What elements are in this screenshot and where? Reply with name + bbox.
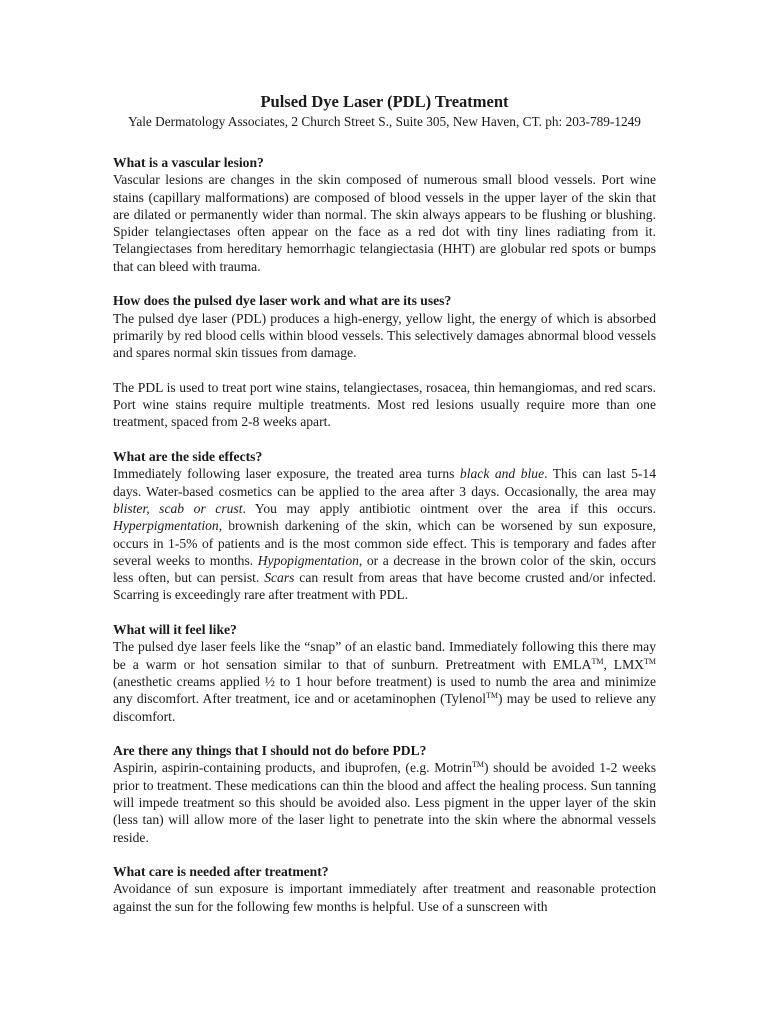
italic-term: Hyperpigmentation xyxy=(113,518,219,534)
section-heading: What care is needed after treatment? xyxy=(113,864,329,880)
section-heading: What will it feel like? xyxy=(113,622,237,638)
text-run: Aspirin, aspirin-containing products, and ibuprofen, (e.g. Motrin xyxy=(113,760,472,776)
section-paragraph: The pulsed dye laser (PDL) produces a high-energy, yellow light, the energy of which is absorbed primarily by red blood cells within blood vessels. This selectively damages abnormal blood vessels and spares normal skin tissues from damage. xyxy=(113,310,656,361)
italic-term: Scars xyxy=(264,570,295,586)
text-run: , or a decrease in the brown color of the skin, occurs less often, but can persist. xyxy=(113,552,657,586)
text-run: ) should be avoided 1-2 weeks prior to treatment. These medications can thin the blood and affect the healing process. Sun tanning will impede treatment so this should be avoided also. Less pigment in the upper layer of the skin (less tan) will allow more of the laser light to penetrate into the skin where the abnormal vessels reside. xyxy=(113,760,656,845)
section-pdl-uses xyxy=(113,292,656,430)
section-paragraph: Avoidance of sun exposure is important immediately after treatment and reasonable protection against the sun for the following few months is helpful. Use of a sunscreen with xyxy=(113,881,656,914)
section-heading: Are there any things that I should not do before PDL? xyxy=(113,743,427,759)
italic-term: Hypopigmentation xyxy=(257,552,359,568)
text-run: can result from areas that have become crusted and/or infected. Scarring is exceedingly rare after treatment with PDL. xyxy=(113,570,656,603)
text-run: , LMX xyxy=(603,656,644,672)
document-subtitle: Yale Dermatology Associates, 2 Church Street S., Suite 305, New Haven, CT. ph: 203-789-1249 xyxy=(128,114,641,129)
italic-term: blister, scab or crust xyxy=(113,500,243,516)
trademark-mark: TM xyxy=(472,760,484,770)
italic-term: black and blue xyxy=(459,466,545,482)
trademark-mark: TM xyxy=(486,691,499,701)
section-heading: What are the side effects? xyxy=(113,449,263,465)
text-run: . You may apply antibiotic ointment over the area if this occurs. xyxy=(242,500,656,516)
document-title: Pulsed Dye Laser (PDL) Treatment xyxy=(260,92,509,111)
section-before-pdl xyxy=(113,742,656,846)
trademark-mark: TM xyxy=(591,656,604,666)
section-vascular-lesion xyxy=(113,154,656,275)
text-run: ) may be used to relieve any discomfort. xyxy=(113,691,656,724)
section-paragraph xyxy=(113,759,656,845)
section-paragraph: The PDL is used to treat port wine stains, telangiectases, rosacea, thin hemangiomas, and red scars. Port wine stains require multiple treatments. Most red lesions usually require more than one treatment, spaced from 2-8 weeks apart. xyxy=(113,379,656,430)
section-heading: How does the pulsed dye laser work and what are its uses? xyxy=(113,293,452,309)
text-run: Immediately following laser exposure, the treated area turns xyxy=(113,466,460,482)
section-after-treatment xyxy=(113,863,656,915)
section-feel xyxy=(113,621,656,725)
section-heading: What is a vascular lesion? xyxy=(113,155,264,170)
text-run: The pulsed dye laser feels like the “snap” of an elastic band. Immediately following this there may be a warm or hot sensation similar to that of sunburn. Pretreatment with EMLA xyxy=(113,639,656,672)
text-run: . This can last 5-14 days. Water-based cosmetics can be applied to the area after 3 days. Occasionally, the area may xyxy=(113,466,657,499)
section-paragraph xyxy=(113,465,656,603)
trademark-mark: TM xyxy=(643,656,656,666)
section-side-effects xyxy=(113,448,656,604)
text-run: , brownish darkening of the skin, which can be worsened by sun exposure, occurs in 1-5% of patients and is the most common side effect. This is temporary and fades after several weeks to months. xyxy=(113,518,656,568)
section-paragraph xyxy=(113,638,656,724)
section-paragraph: Vascular lesions are changes in the skin composed of numerous small blood vessels. Port wine stains (capillary malformations) are composed of blood vessels in the upper layer of the skin that are dilated or permanently wider than normal. The skin always appears to be flushing or blushing. Spider telangiectases often appear on the face as a red dot with tiny lines radiating from it. Telangiectases from hereditary hemorrhagic telangiectasia (HHT) are globular red spots or bumps that can bleed with trauma. xyxy=(113,172,656,274)
text-run: (anesthetic creams applied ½ to 1 hour before treatment) is used to numb the area and minimize any discomfort. After treatment, ice and or acetaminophen (Tylenol xyxy=(113,673,656,707)
